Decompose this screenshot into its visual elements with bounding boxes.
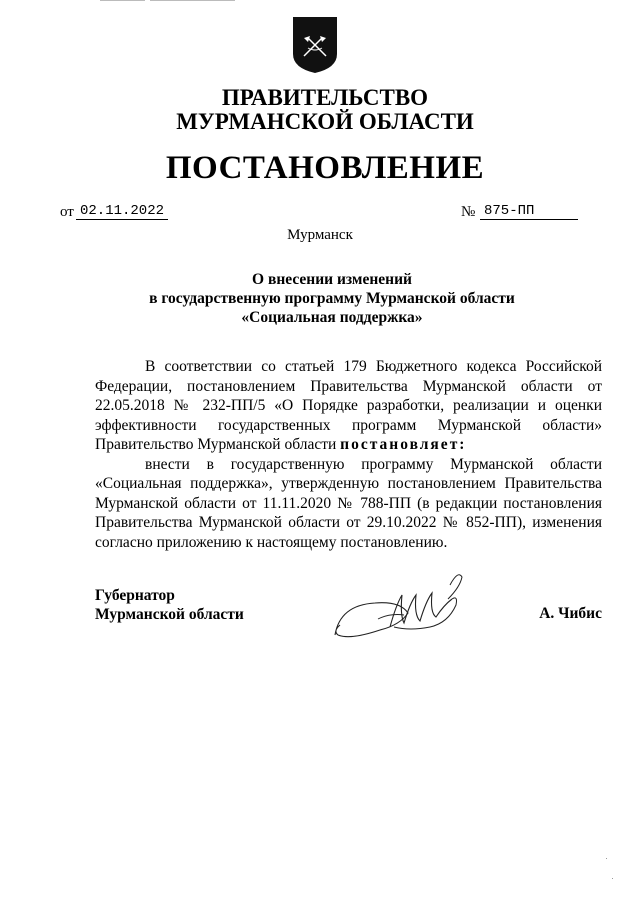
scan-mark — [150, 0, 235, 1]
document-type-title: ПОСТАНОВЛЕНИЕ — [165, 150, 485, 186]
organization-name-line1: ПРАВИТЕЛЬСТВО — [221, 85, 429, 110]
body-paragraph-decision: внести в государственную программу Мурманской области «Социальная поддержка», утвержденную постановлением Правительства Мурманской области от 11.11.2020 № 788-ПП (в редакции постановления Правительства Мурманской области от 29.10.2022 № 852-ПП), изменения согласно приложению к настоящему постановлению. — [95, 455, 602, 551]
scan-speck — [606, 858, 607, 859]
date-prefix: от — [60, 204, 74, 220]
scan-mark — [100, 0, 145, 1]
preamble-text: В соответствии со статьей 179 Бюджетного кодекса Российской Федерации, постановлением Правительства Мурманской области от 22.05.2018 № 232-ПП/5 «О Порядке разработки, реализации и оценки эффективности государственных программ Мурманской области» Правительство Мурманской области — [95, 358, 602, 453]
coat-of-arms-emblem — [292, 16, 338, 74]
resolution-body — [95, 357, 602, 552]
document-number: 875-ПП — [484, 203, 535, 219]
organization-name-line2: МУРМАНСКОЙ ОБЛАСТИ — [176, 109, 474, 134]
signatory-position-line2: Мурманской области — [95, 606, 244, 623]
subject-line3: «Социальная поддержка» — [241, 309, 423, 326]
signatory-position-line1: Губернатор — [95, 587, 175, 604]
document-date: 02.11.2022 — [80, 203, 165, 219]
scan-speck — [612, 878, 613, 879]
number-underline — [480, 219, 578, 220]
handwritten-signature — [330, 565, 480, 665]
signatory-name: А. Чибис — [539, 605, 602, 622]
subject-line1: О внесении изменений — [252, 271, 412, 288]
number-prefix: № — [461, 204, 476, 220]
resolves-keyword: постановляет: — [340, 436, 467, 453]
body-paragraph-preamble — [95, 357, 602, 455]
date-underline — [76, 219, 168, 220]
city-name: Мурманск — [287, 227, 353, 243]
subject-line2: в государственную программу Мурманской области — [149, 290, 515, 307]
